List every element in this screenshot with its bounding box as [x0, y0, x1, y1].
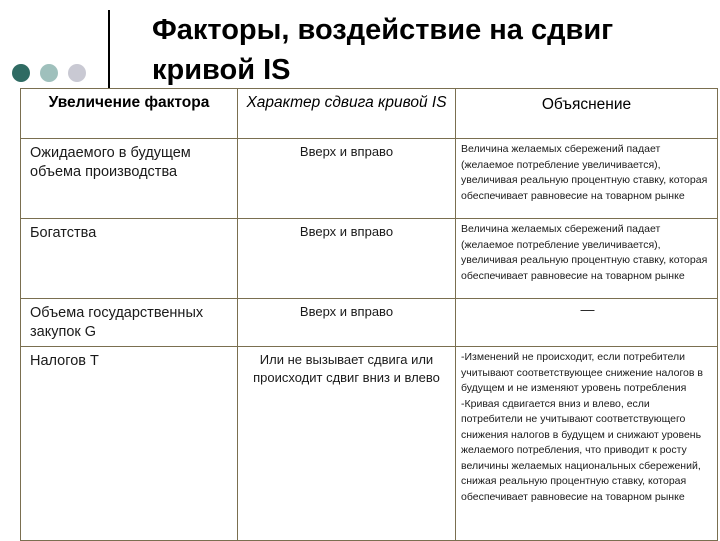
- cell-explanation: [456, 347, 718, 541]
- header-shift: Характер сдвига кривой IS: [238, 89, 456, 139]
- explanation-part-b: -Кривая сдвигается вниз и влево, если потребители не учитывают соответствующего снижения налогов в будущем и снижают уровень желаемого потребления, что приводит к росту величины желаемых национальных сбережений, снижая реальную процентную ставку, которая обеспечивает равновесие на товарном рынке: [461, 397, 702, 503]
- title-line-1: Факторы, воздействие на сдвиг: [152, 14, 614, 46]
- explanation-part-a: -Изменений не происходит, если потребители учитывают соответствующее снижение налогов в будущем и не изменяют уровень потребления: [461, 351, 703, 394]
- decor-dot-mid-icon: [40, 64, 58, 82]
- table-header-row: [21, 89, 718, 139]
- decor-dot-light-icon: [68, 64, 86, 82]
- cell-shift: Вверх и вправо: [238, 299, 456, 347]
- cell-factor: Объема государственных закупок G: [21, 299, 238, 347]
- decor-dot-dark-icon: [12, 64, 30, 82]
- cell-shift: Вверх и вправо: [238, 139, 456, 219]
- cell-explanation: —: [456, 299, 718, 347]
- header-factor: Увеличение фактора: [21, 89, 238, 139]
- cell-explanation: Величина желаемых сбережений падает (желаемое потребление увеличивается), увеличивая реальную процентную ставку, которая обеспечивает равновесие на товарном рынке: [456, 219, 718, 299]
- title-line-2: кривой IS: [152, 54, 291, 86]
- cell-factor: Налогов T: [21, 347, 238, 541]
- table-row: [21, 139, 718, 219]
- cell-shift: Вверх и вправо: [238, 219, 456, 299]
- cell-factor: Ожидаемого в будущем объема производства: [21, 139, 238, 219]
- page-title: [152, 10, 712, 90]
- table-row: [21, 219, 718, 299]
- table-row: [21, 299, 718, 347]
- table-row: [21, 347, 718, 541]
- header-explanation: Объяснение: [456, 89, 718, 139]
- cell-explanation: Величина желаемых сбережений падает (желаемое потребление увеличивается), увеличивая реальную процентную ставку, которая обеспечивает равновесие на товарном рынке: [456, 139, 718, 219]
- factors-table: [20, 88, 718, 541]
- cell-shift: Или не вызывает сдвига или происходит сдвиг вниз и влево: [238, 347, 456, 541]
- cell-factor: Богатства: [21, 219, 238, 299]
